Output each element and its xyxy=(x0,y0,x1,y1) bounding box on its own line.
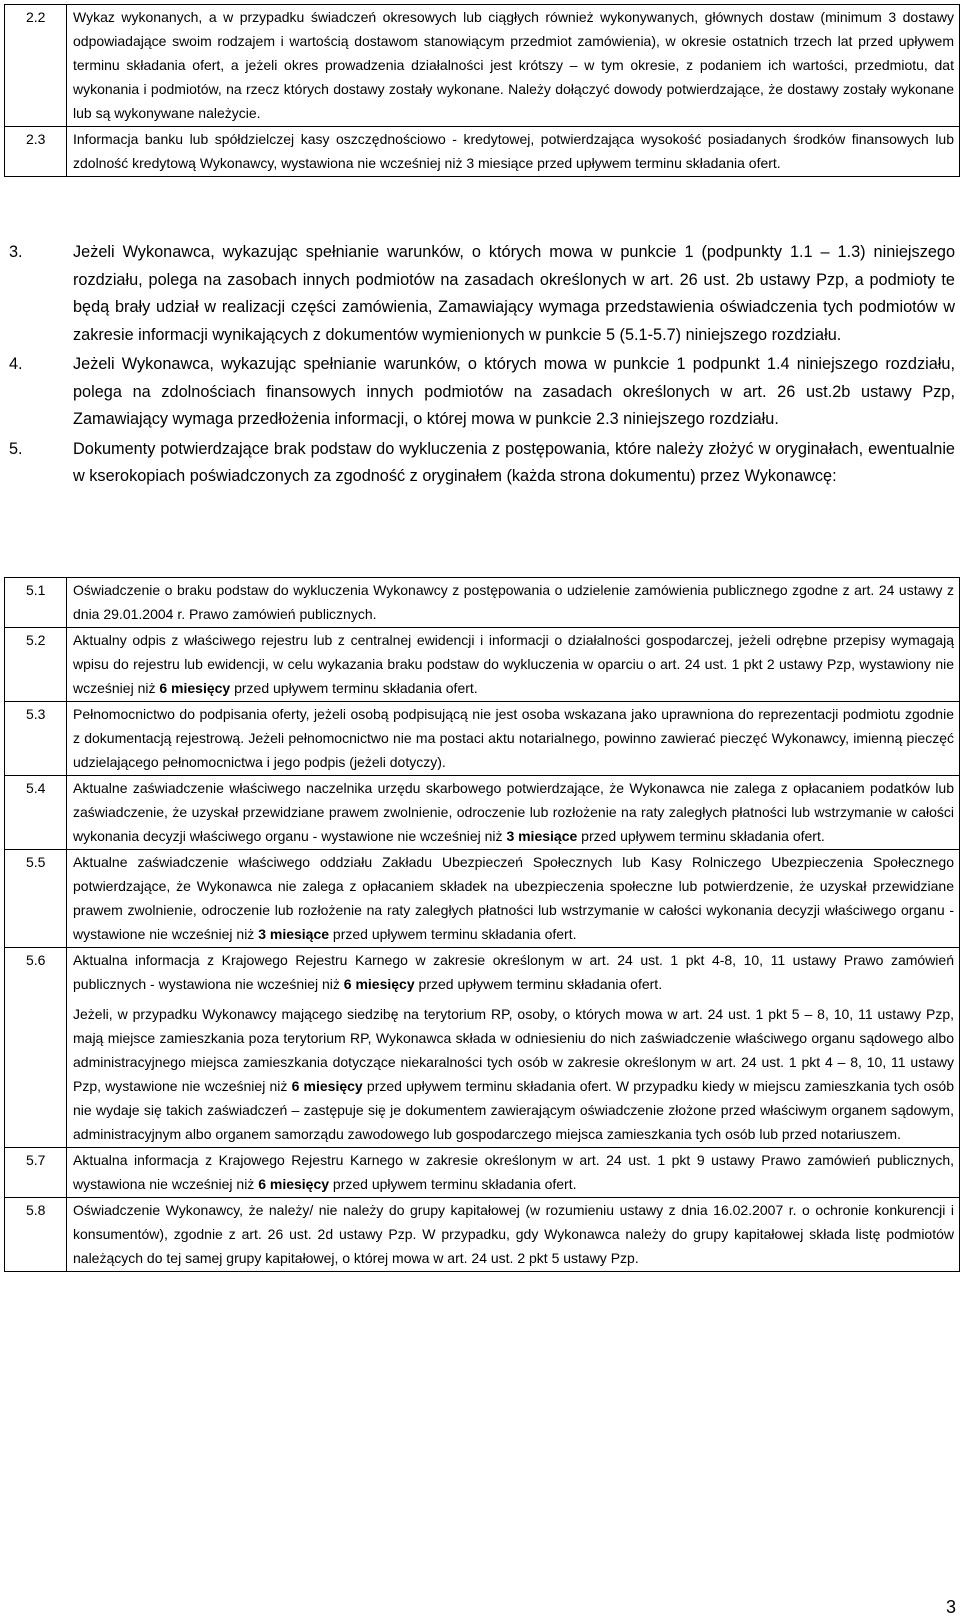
row-number: 5.1 xyxy=(5,578,67,628)
row-number: 5.8 xyxy=(5,1198,67,1272)
row-number: 5.4 xyxy=(5,776,67,850)
item-text: Jeżeli Wykonawca, wykazując spełnianie warunków, o których mowa w punkcie 1 podpunkt 1.4 niniejszego rozdziału, polega na zdolnościach finansowych innych podmiotów na zasadach określonych w art. 26 ust.2b ustawy Pzp, Zamawiający wymaga przedłożenia informacji, o której mowa w punkcie 2.3 niniejszego rozdziału. xyxy=(73,355,955,428)
list-item xyxy=(5,436,955,491)
row-number: 2.3 xyxy=(5,127,67,177)
row-text: Aktualna informacja z Krajowego Rejestru Karnego w zakresie określonym w art. 24 ust. 1 pkt 4-8, 10, 11 ustawy Prawo zamówień publicznych - wystawiona nie wcześniej niż 6 miesięcy przed upływem terminu składania ofert. Jeżeli, w przypadku Wykonawcy mającego siedzibę na terytorium RP, osoby, o których mowa w art. 24 ust. 1 pkt 5 – 8, 10, 11 ustawy Pzp, mają miejsce zamieszkania poza terytorium RP, Wykonawca składa w odniesieniu do nich zaświadczenie właściwego organu sądowego albo administracyjnego miejsca zamieszkania dotyczące niekaralności tych osób w zakresie określonym w art. 24 ust. 1 pkt 4 – 8, 10, 11 ustawy Pzp, wystawione nie wcześniej niż 6 miesięcy przed upływem terminu składania ofert. W przypadku kiedy w miejscu zamieszkania tych osób nie wydaje się takich zaświadczeń – zastępuje się je dokumentem zawierającym oświadczenie złożone przed właściwym organem sądowym, administracyjnym albo organem samorządu zawodowego lub gospodarczego miejsca zamieszkania tych osób lub przed notariuszem. xyxy=(67,948,960,1148)
page-number: 3 xyxy=(945,1597,956,1617)
table-row xyxy=(5,1198,960,1272)
table-row xyxy=(5,776,960,850)
row-text: Aktualne zaświadczenie właściwego naczelnika urzędu skarbowego potwierdzające, że Wykonawca nie zalega z opłacaniem podatków lub zaświadczenie, że uzyskał przewidziane prawem zwolnienie, odroczenie lub rozłożenie na raty zaległych płatności lub wstrzymanie w całości wykonania decyzji właściwego organu - wystawione nie wcześniej niż 3 miesiące przed upływem terminu składania ofert. xyxy=(67,776,960,850)
requirements-table-top xyxy=(4,4,960,177)
table-row xyxy=(5,127,960,177)
row-text: Aktualny odpis z właściwego rejestru lub z centralnej ewidencji i informacji o działalności gospodarczej, jeżeli odrębne przepisy wymagają wpisu do rejestru lub ewidencji, w celu wykazania braku podstaw do wykluczenia w oparciu o art. 24 ust. 1 pkt 2 ustawy Pzp, wystawiony nie wcześniej niż 6 miesięcy przed upływem terminu składania ofert. xyxy=(67,628,960,702)
row-text: Aktualne zaświadczenie właściwego oddziału Zakładu Ubezpieczeń Społecznych lub Kasy Rolniczego Ubezpieczenia Społecznego potwierdzające, że Wykonawca nie zalega z opłacaniem składek na ubezpieczenia społeczne lub potwierdzenie, że uzyskał przewidziane prawem zwolnienie, odroczenie lub rozłożenie na raty zaległych płatności lub wstrzymanie w całości wykonania decyzji właściwego organu - wystawione nie wcześniej niż 3 miesiące przed upływem terminu składania ofert. xyxy=(67,850,960,948)
list-item xyxy=(5,351,955,434)
row-number: 5.7 xyxy=(5,1148,67,1198)
row-text: Informacja banku lub spółdzielczej kasy oszczędnościowo - kredytowej, potwierdzająca wysokość posiadanych środków finansowych lub zdolność kredytową Wykonawcy, wystawiona nie wcześniej niż 3 miesiące przed upływem terminu składania ofert. xyxy=(67,127,960,177)
requirements-table-bottom xyxy=(4,577,960,1272)
row-text: Wykaz wykonanych, a w przypadku świadczeń okresowych lub ciągłych również wykonywanych, głównych dostaw (minimum 3 dostawy odpowiadające swoim rodzajem i wartością dostawom stanowiącym przedmiot zamówienia), w okresie ostatnich trzech lat przed upływem terminu składania ofert, a jeżeli okres prowadzenia działalności jest krótszy – w tym okresie, z podaniem ich wartości, przedmiotu, dat wykonania i podmiotów, na rzecz których dostawy zostały wykonane. Należy dołączyć dowody potwierdzające, że dostawy zostały wykonane lub są wykonywane należycie. xyxy=(67,5,960,127)
row-text: Pełnomocnictwo do podpisania oferty, jeżeli osobą podpisującą nie jest osoba wskazana jako uprawniona do reprezentacji podmiotu zgodnie z dokumentacją rejestrową. Jeżeli pełnomocnictwo nie ma postaci aktu notarialnego, powinno zawierać pieczęć Wykonawcy, imienną pieczęć udzielającego pełnomocnictwa i jego podpis (jeżeli dotyczy). xyxy=(67,702,960,776)
numbered-paragraphs xyxy=(5,239,955,491)
table-row xyxy=(5,850,960,948)
row-number: 5.6 xyxy=(5,948,67,1148)
table-row xyxy=(5,948,960,1148)
row-text: Aktualna informacja z Krajowego Rejestru Karnego w zakresie określonym w art. 24 ust. 1 pkt 9 ustawy Prawo zamówień publicznych, wystawiona nie wcześniej niż 6 miesięcy przed upływem terminu składania ofert. xyxy=(67,1148,960,1198)
row-number: 5.3 xyxy=(5,702,67,776)
item-text: Jeżeli Wykonawca, wykazując spełnianie warunków, o których mowa w punkcie 1 (podpunkty 1.1 – 1.3) niniejszego rozdziału, polega na zasobach innych podmiotów na zasadach określonych w art. 26 ust. 2b ustawy Pzp, a podmioty te będą brały udział w realizacji części zamówienia, Zamawiający wymaga przedstawienia oświadczenia tych podmiotów w zakresie informacji wynikających z dokumentów wymienionych w punkcie 5 (5.1-5.7) niniejszego rozdziału. xyxy=(73,243,955,344)
row-text: Oświadczenie o braku podstaw do wykluczenia Wykonawcy z postępowania o udzielenie zamówienia publicznego zgodne z art. 24 ustawy z dnia 29.01.2004 r. Prawo zamówień publicznych. xyxy=(67,578,960,628)
row-number: 5.5 xyxy=(5,850,67,948)
table-row xyxy=(5,628,960,702)
table-row xyxy=(5,1148,960,1198)
row-number: 5.2 xyxy=(5,628,67,702)
table-row xyxy=(5,702,960,776)
item-number: 5. xyxy=(9,439,23,458)
item-number: 3. xyxy=(9,243,23,261)
item-text: Dokumenty potwierdzające brak podstaw do wykluczenia z postępowania, które należy złożyć w oryginałach, ewentualnie w kserokopiach poświadczonych za zgodność z oryginałem (każda strona dokumentu) przez Wykonawcę: xyxy=(73,439,955,485)
table-row xyxy=(5,578,960,628)
list-item xyxy=(5,239,955,349)
row-text: Oświadczenie Wykonawcy, że należy/ nie należy do grupy kapitałowej (w rozumieniu ustawy z dnia 16.02.2007 r. o ochronie konkurencji i konsumentów), zgodnie z art. 26 ust. 2d ustawy Pzp. W przypadku, gdy Wykonawca należy do grupy kapitałowej składa listę podmiotów należących do tej samej grupy kapitałowej, o której mowa w art. 24 ust. 2 pkt 5 ustawy Pzp. xyxy=(67,1198,960,1272)
table-row xyxy=(5,5,960,127)
row-number: 2.2 xyxy=(5,5,67,127)
item-number: 4. xyxy=(9,355,23,373)
